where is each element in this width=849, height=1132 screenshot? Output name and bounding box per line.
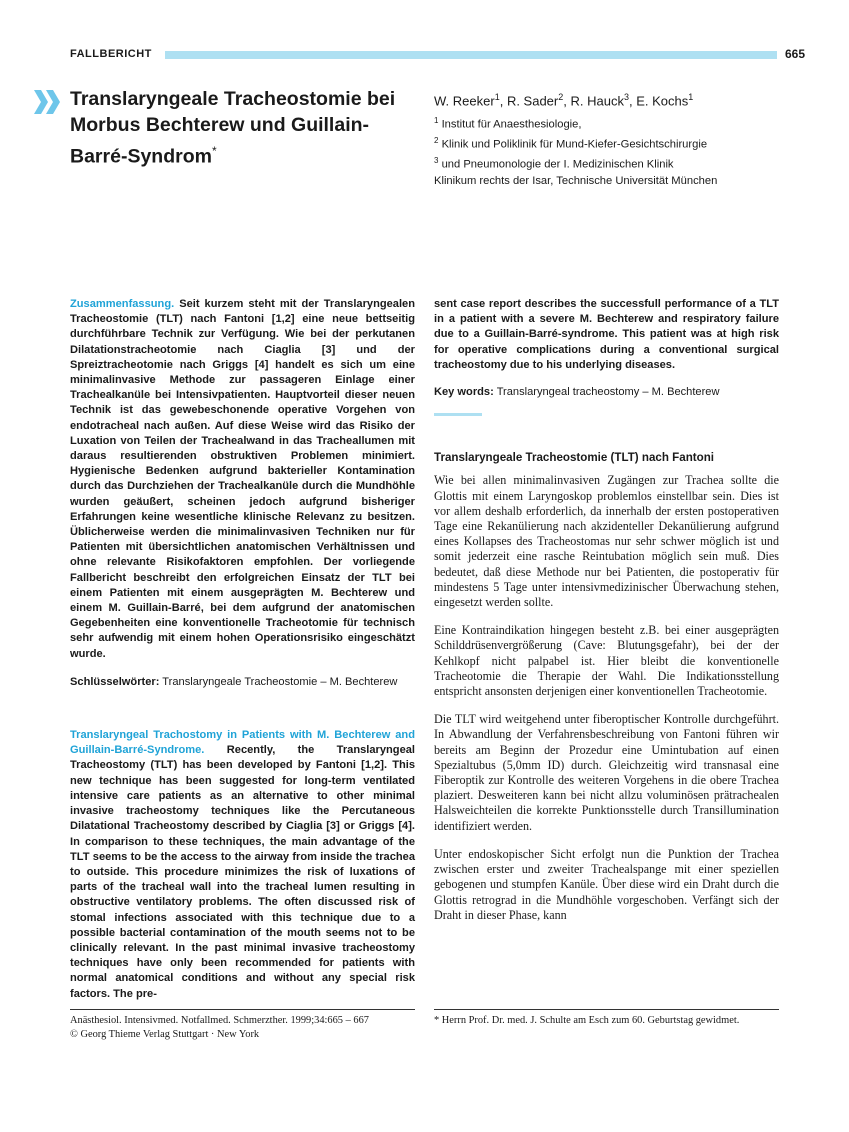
affiliation-list	[434, 113, 717, 189]
author-list: W. Reeker$^1$, R. Sader$^2$, R. Hauck$^3$, E. Kochs$^1$	[434, 92, 694, 109]
abstract-de	[70, 297, 415, 662]
keywords-en	[434, 385, 779, 400]
author-sup: 1	[494, 92, 500, 102]
body-paragraph: Die TLT wird weitgehend unter fiberoptischer Kontrolle durchgeführt. In Abwandlung der Verfahrensbeschreibung von Fantoni führen wir bereits am Beginn der Prozedur eine Umintubation auf einen Spezialtubus (5,0mm ID) durch. Gleichzeitig wird transnasal eine Fiberoptik zur Kontrolle des weiteren Vorgehens in die obere Trachea plaziert. Desweiteren kann bei nicht allzu voluminösen prätrachealen Halsweichteilen die korrekte Punktionsstelle durch Transillumination identifiziert werden.	[434, 712, 779, 833]
header-bar	[165, 51, 777, 59]
abstract-en-title: Translaryngeal Trachostomy in Patients with M. Bechterew and Guillain-Barré-Syndrome.	[70, 729, 415, 757]
article-title	[70, 86, 410, 170]
divider	[434, 413, 482, 416]
keywords-de-text: Translaryngeale Tracheostomie – M. Bechterew	[162, 675, 398, 688]
keywords-en-label: Key words:	[434, 386, 494, 399]
copyright-line: © Georg Thieme Verlag Stuttgart · New York	[70, 1029, 260, 1040]
footer-rule	[434, 1009, 779, 1010]
body-paragraph: Unter endoskopischer Sicht erfolgt nun die Punktion der Trachea zwischen erster und zweiter Trachealspange mit einer speziellen gebogenen und stumpfen Kanüle. Über diese wird ein Draht durch die Glottis retrograd in die Mundhöhle vorgeschoben. Verfängt sich der Draht in dieser Phase, kann	[434, 846, 779, 922]
abstract-de-label: Zusammenfassung.	[70, 298, 175, 310]
author-name: R. Sader	[506, 93, 559, 109]
citation-line: Anästhesiol. Intensivmed. Notfallmed. Schmerzther. 1999;34:665 – 667	[70, 1015, 369, 1026]
author-sup: 3	[623, 92, 629, 102]
footer-rule	[70, 1009, 415, 1010]
right-column	[434, 297, 779, 923]
abstract-en-text: Recently, the Translaryngeal Tracheostomy (TLT) has been developed by Fantoni [1,2]. This new technique has been suggested for long-term ventilated intensive care patients as an alternative to other minimal invasive tracheostomy techniques like the Percutaneous Dilatational Tracheostomy described by Ciaglia [3] or Griggs [4]. In comparison to these techniques, the main advantage of the TLT seems to be the access to the airway from inside the trachea to outside. This procedure minimizes the risk of luxations of parts of the tracheal wall into the tracheal lumen resulting in obstructive ventilatory problems. The often discussed risk of stomal infections associated with this technique due to a possible bacterial contamination of the mouth seems not to be clinically relevant. In the past minimal invasive tracheostomy techniques have only been recommended for patients with normal anatomical conditions and without any special risk factors. The pre-	[70, 744, 415, 1000]
dedication-footnote: * Herrn Prof. Dr. med. J. Schulte am Esch zum 60. Geburtstag gewidmet.	[434, 1015, 740, 1026]
body-text	[434, 473, 779, 922]
author-name: R. Hauck	[570, 93, 624, 109]
author-sup: 2	[558, 92, 564, 102]
title-footnote-mark: *	[211, 144, 217, 158]
abstract-en-continued: sent case report describes the successfull performance of a TLT in a patient with a severe M. Bechterew and respiratory failure due to a Guillain-Barré-syndrome. This patient was at high risk for operative complications during a conventional surgical tracheostomy due to his underlying diseases.	[434, 298, 779, 371]
affiliation: $^1$ Institut für Anaesthesiologie,	[434, 116, 582, 131]
left-column	[70, 297, 415, 1002]
author-sup: 1	[688, 92, 694, 102]
author-name: E. Kochs	[636, 93, 689, 109]
affiliation: $^2$ Klinik und Poliklinik für Mund-Kiefer-Gesichtschirurgie	[434, 136, 708, 151]
affiliation: Klinikum rechts der Isar, Technische Universität München	[434, 174, 718, 187]
author-name: W. Reeker	[434, 93, 495, 109]
quote-mark-icon	[34, 90, 62, 114]
section-label: FALLBERICHT	[70, 48, 152, 60]
abstract-en	[70, 728, 415, 1002]
body-paragraph: Eine Kontraindikation hingegen besteht z.B. bei einer ausgeprägten Schilddrüsenvergrößerung (Cave: Blutungsgefahr), bei der der Kehlkopf nicht palpabel ist. Hier bleibt die konventionelle Tracheotomie die Therapie der Wahl. Die Indikationsstellung entspricht ansonsten derjenigen einer konventionellen Tracheotomie.	[434, 623, 779, 699]
keywords-de	[70, 675, 415, 690]
affiliation: $^3$ und Pneumonologie der I. Medizinischen Klinik	[434, 156, 674, 172]
page-number: 665	[785, 47, 806, 61]
body-paragraph: Wie bei allen minimalinvasiven Zugängen zur Trachea sollte die Glottis mit einem Laryngoskop problemlos einstellbar sein. Dies ist vor allem deshalb erforderlich, da innerhalb der ersten postoperativen Tage eine Rekanülierung nach akzidenteller Dekanülierung aufgrund eines Kollapses des Tracheostomas nur sehr schwer möglich ist und somit jederzeit eine rasche Reintubation möglich sein muß. Dies bedeutet, daß diese Methode nur bei Patienten, die postoperativ für mindestens 5 Tage unter intensivmedizinischer Überwachung stehen, eingesetzt werden sollte.	[434, 473, 779, 610]
keywords-de-label: Schlüsselwörter:	[70, 675, 160, 688]
abstract-de-text: Seit kurzem steht mit der Translaryngealen Tracheostomie (TLT) nach Fantoni [1,2] eine neue bettseitig durchführbare Technik zur Verfügung. Wie bei der perkutanen Dilatationstracheotomie nach Ciaglia [3] und der Spreiztracheotomie nach Griggs [4] handelt es sich um eine minimalinvasive Methode zur passageren Einlage einer Trachealkanüle bei Intensivpatienten. Hauptvorteil dieser neuen Technik ist das gewebeschonende operative Vorgehen von endotracheal nach außen. Auf diese Weise wird das Risiko der Luxation von Teilen der Trachealwand in das Tracheallumen mit daraus resultierenden obstruktiven Problemen minimiert. Hygienische Bedenken aufgrund bakterieller Kontamination durch das Durchziehen der Trachealkanüle durch die Mundhöhle wurden geäußert, scheinen jedoch aufgrund bisheriger Erfahrungen keine wesentliche klinische Relevanz zu besitzen. Üblicherweise werden die minimalinvasiven Techniken nur für Patienten mit übersichtlichen anatomischen Verhältnissen und ohne relevante Risikofaktoren empfohlen. Der vorliegende Fallbericht beschreibt den erfolgreichen Einsatz der TLT bei einem Patienten mit einem ausgeprägten M. Bechterew und einem M. Guillain-Barré, bei dem aufgrund der anatomischen Gegebenheiten eine konventionelle Tracheotomie für technisch sehr aufwendig mit einem hohen Operationsrisiko eingeschätzt wurde.	[70, 298, 415, 660]
citation	[70, 1014, 415, 1042]
title-text: Translaryngeale Tracheostomie bei Morbus Bechterew und Guillain-Barré-Syndrom	[70, 88, 396, 168]
section-heading: Translaryngeale Tracheostomie (TLT) nach Fantoni	[434, 451, 715, 465]
keywords-en-text: Translaryngeal tracheostomy – M. Bechterew	[496, 386, 720, 399]
